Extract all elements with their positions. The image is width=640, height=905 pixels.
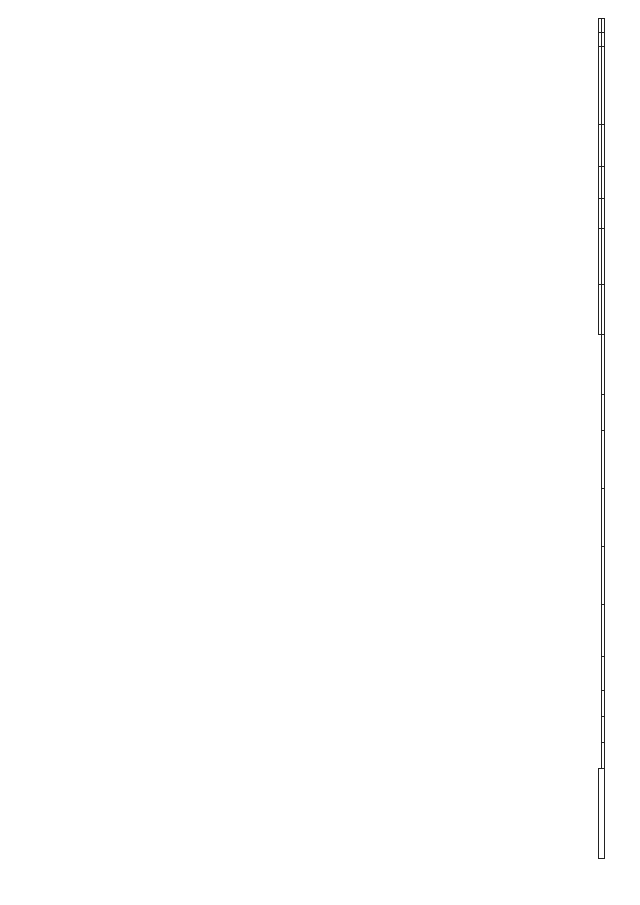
source-label xyxy=(602,285,605,335)
investment-table xyxy=(599,18,606,859)
customer-cell xyxy=(599,769,605,859)
continuation-row xyxy=(602,19,605,859)
source-label xyxy=(599,285,602,335)
rotated-table-page xyxy=(65,18,605,858)
